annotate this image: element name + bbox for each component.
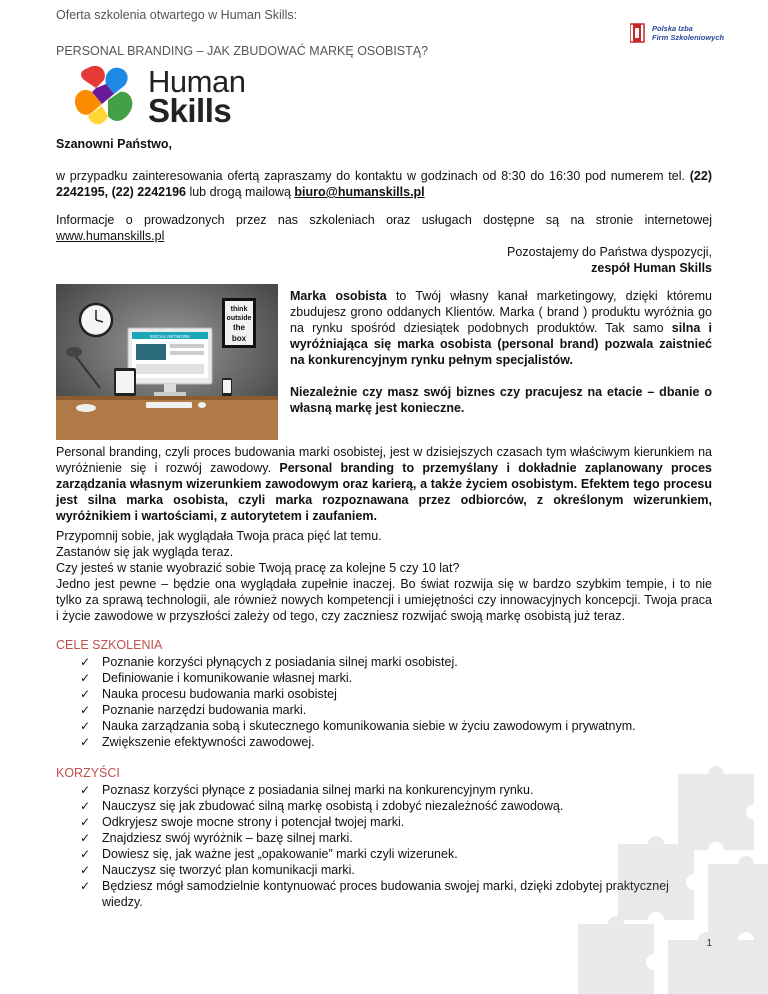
checkmark-icon: ✓ [80, 655, 91, 669]
info-paragraph: Informacje o prowadzonych przez nas szkoleniach oraz usługach dostępne są na stronie internetowej www.humanskills.pl [56, 213, 712, 243]
checkmark-icon: ✓ [80, 815, 91, 829]
svg-text:the: the [233, 323, 245, 332]
pif-logo-text: Polska Izba Firm Szkoleniowych [652, 24, 725, 42]
checkmark-icon: ✓ [80, 863, 91, 877]
checkmark-icon: ✓ [80, 847, 91, 861]
email-link[interactable]: biuro@humanskills.pl [294, 185, 425, 199]
goals-heading: CELE SZKOLENIA [56, 638, 163, 652]
list-item: ✓ Nauka procesu budowania marki osobistej [80, 687, 337, 701]
list-item: ✓ Nauczysz się tworzyć plan komunikacji marki. [80, 863, 355, 877]
header-subtitle: PERSONAL BRANDING – JAK ZBUDOWAĆ MARKĘ OSOBISTĄ? [56, 44, 429, 58]
list-item: ✓ Dowiesz się, jak ważne jest „opakowanie” marki czyli wizerunek. [80, 847, 458, 861]
checkmark-icon: ✓ [80, 735, 91, 749]
checkmark-icon: ✓ [80, 799, 91, 813]
checkmark-icon: ✓ [80, 831, 91, 845]
checkmark-icon: ✓ [80, 719, 91, 733]
greeting: Szanowni Państwo, [56, 137, 172, 151]
list-item: ✓ Poznanie korzyści płynących z posiadania silnej marki osobistej. [80, 655, 458, 669]
list-item: ✓ Będziesz mógł samodzielnie kontynuować proces budowania swojej marki, dzięki zdobytej praktycznej wiedzy. [80, 879, 669, 909]
contact-paragraph: w przypadku zainteresowania ofertą zapraszamy do kontaktu w godzinach od 8:30 do 16:30 pod numerem tel. (22) 2242195, (22) 2242196 lub drogą mailową biuro@humanskills.pl [56, 169, 712, 199]
logo-word-skills: Skills [148, 92, 232, 129]
list-item: ✓ Poznasz korzyści płynące z posiadania silnej marki na konkurencyjnym rynku. [80, 783, 534, 797]
header-title: Oferta szkolenia otwartego w Human Skills: [56, 8, 298, 22]
svg-text:think: think [230, 306, 248, 313]
list-item: ✓ Nauczysz się jak zbudować silną markę osobistą i zdobyć niezależność zawodową. [80, 799, 564, 813]
list-item: ✓ Poznanie narzędzi budowania marki. [80, 703, 307, 717]
checkmark-icon: ✓ [80, 783, 91, 797]
logo-word-human: Human [148, 64, 246, 99]
checkmark-icon: ✓ [80, 687, 91, 701]
hero-image [56, 284, 278, 440]
benefits-heading: KORZYŚCI [56, 766, 120, 780]
checkmark-icon: ✓ [80, 671, 91, 685]
phone-numbers: (22) 2242195, (22) 2242196 [56, 169, 712, 199]
checkmark-icon: ✓ [80, 703, 91, 717]
signoff-line1: Pozostajemy do Państwa dyspozycji, [507, 245, 712, 259]
signoff-line2: zespół Human Skills [591, 261, 712, 275]
svg-text:outside: outside [226, 315, 252, 322]
hero-illustration [56, 284, 278, 440]
website-link[interactable]: www.humanskills.pl [56, 229, 165, 243]
svg-text:box: box [231, 334, 247, 343]
personal-branding-paragraph: Personal branding, czyli proces budowania marki osobistej, jest w dzisiejszych czasach tym właściwym kierunkiem na wyróżnienie się i rozwój zawodowy. Personal branding to przemyślany i dokładnie zaplanowany proces zarządzania własnym wizerunkiem zawodowym oraz karierą, a także życiem osobistym. Efektem tego procesu jest silna marka osobista, czyli marka rozpoznawana przez odbiorców, z określonym wizerunkiem, wyróżnikiem i wartościami, z autorytetem i zaufaniem. [56, 445, 712, 523]
independence-paragraph: Niezależnie czy masz swój biznes czy pracujesz na etacie – dbanie o własną markę jest konieczne. [290, 385, 712, 415]
list-item: ✓ Definiowanie i komunikowanie własnej marki. [80, 671, 353, 685]
reflection-paragraph: Przypomnij sobie, jak wyglądała Twoja praca pięć lat temu. Zastanów się jak wygląda teraz. Czy jesteś w stanie wyobrazić sobie Twoją pracę za kolejne 5 czy 10 lat? Jedno jest pewne – będzie ona wyglądała zupełnie inaczej. Bo świat rozwija się w bardzo szybkim tempie, i to nie tylko za sprawą technologii, ale również nowych kompetencji i umiejętności czy innowacyjnych koncepcji. Twoja praca i życie zawodowe w przyszłości zależy od tego, czy zaczniesz rozwijać swoją markę osobistą już teraz. [56, 529, 712, 623]
goals-list [80, 654, 700, 750]
list-item: ✓ Zwiększenie efektywności zawodowej. [80, 735, 315, 749]
marka-osobista-paragraph: Marka osobista to Twój własny kanał marketingowy, dzięki któremu zbudujesz grono oddanych Klientów. Marka ( brand ) produktu wyróżnia go na rynku spośród dziesiątek podobnych produktów. Tak samo silna i wyróżniająca się marka osobista (personal brand) pozwala zaistnieć na konkurencyjnym rynku pełnym specjalistów. [290, 289, 712, 367]
checkmark-icon: ✓ [80, 879, 91, 893]
list-item: ✓ Nauka zarządzania sobą i skutecznego komunikowania siebie w życiu zawodowym i prywatnym. [80, 719, 636, 733]
svg-text:SOCIAL NETWORK: SOCIAL NETWORK [149, 334, 191, 339]
list-item: ✓ Znajdziesz swój wyróżnik – bazę silnej marki. [80, 831, 353, 845]
puzzle-decoration [558, 754, 768, 994]
list-item: ✓ Odkryjesz swoje mocne strony i potencjał twojej marki. [80, 815, 405, 829]
page-number: 1 [706, 938, 712, 949]
